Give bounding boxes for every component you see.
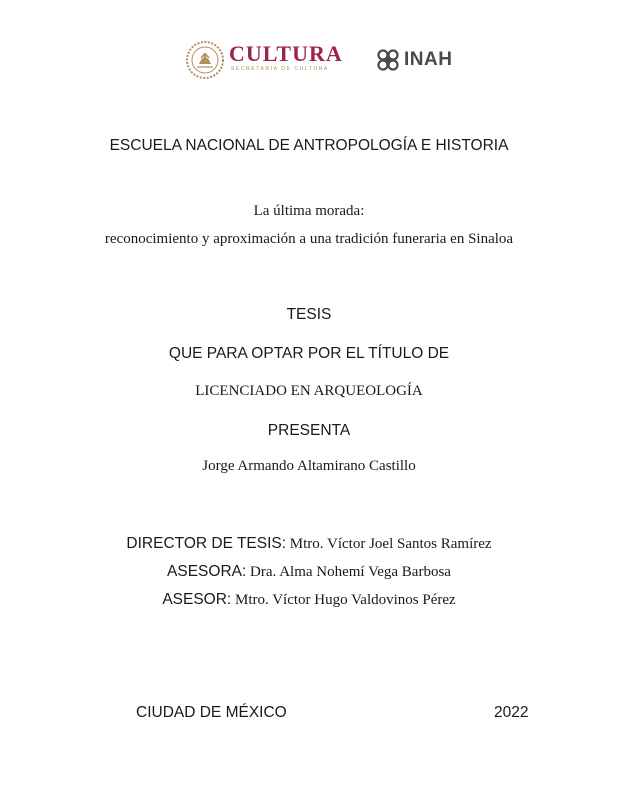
committee-person: Dra. Alma Nohemí Vega Barbosa (250, 564, 451, 580)
thesis-title-line1: La última morada: (253, 203, 365, 219)
author-name: Jorge Armando Altamirano Castillo (202, 458, 416, 474)
committee-advisor-2 (0, 591, 618, 609)
committee-director (0, 535, 618, 553)
committee-role: ASESORA: (167, 563, 247, 580)
committee-role: DIRECTOR DE TESIS: (126, 535, 287, 552)
committee-advisor-1 (0, 563, 618, 581)
inah-logo (374, 46, 464, 76)
city-name: CIUDAD DE MÉXICO (136, 704, 287, 721)
thesis-title-line2: reconocimiento y aproximación a una tradición funeraria en Sinaloa (104, 231, 514, 247)
document-type: TESIS (286, 306, 332, 323)
presents-label: PRESENTA (267, 422, 351, 439)
degree-purpose: QUE PARA OPTAR POR EL TÍTULO DE (168, 345, 450, 362)
committee-person: Mtro. Víctor Hugo Valdovinos Pérez (235, 592, 456, 608)
committee-role: ASESOR: (162, 591, 232, 608)
logo-header (0, 40, 618, 80)
institution-name: ESCUELA NACIONAL DE ANTROPOLOGÍA E HISTORIA (109, 137, 509, 154)
inah-emblem-icon (374, 47, 402, 73)
committee-person: Mtro. Víctor Joel Santos Ramírez (289, 536, 492, 552)
cultura-logo (185, 40, 350, 80)
inah-wordmark: INAH (404, 49, 453, 70)
degree-title: LICENCIADO EN ARQUEOLOGÍA (195, 383, 423, 399)
cultura-wordmark: CULTURA (229, 41, 343, 66)
cultura-subtitle: SECRETARÍA DE CULTURA (231, 66, 329, 72)
mexico-seal-icon (185, 40, 225, 80)
year: 2022 (494, 704, 529, 721)
